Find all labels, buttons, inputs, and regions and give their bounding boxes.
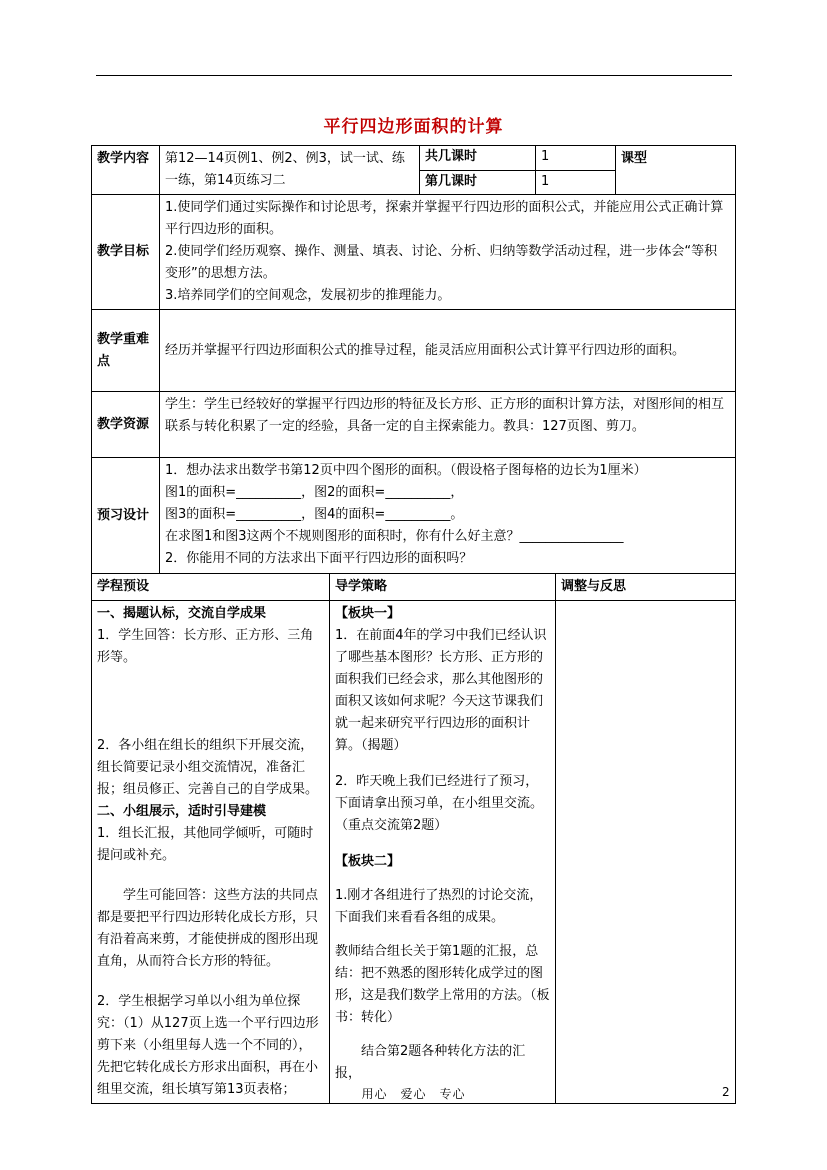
learning-paragraph: 1．学生回答：长方形、正方形、三角形等。	[97, 628, 314, 665]
goal-item: 1.使同学们通过实际操作和讨论思考，探索并掌握平行四边形的面积公式，并能应用公式正确计算平行四边形的面积。	[165, 200, 724, 237]
lesson-type-label: 课型	[616, 146, 736, 195]
content-text: 第12—14页例1、例2、例3，试一试、练一练，第14页练习二	[160, 146, 420, 195]
strategy-paragraph: 结合第2题各种转化方法的汇报，	[335, 1044, 526, 1081]
preview-line: 在求图1和图3这两个不规则图形的面积时，你有什么好主意？________________	[165, 529, 624, 544]
strategy-paragraph: 1．在前面4年的学习中我们已经认识了哪些基本图形？长方形、正方形的面积我们已经会求，那么其他图形的面积又该如何求呢？今天这节课我们就一起来研究平行四边形的面积计算。（揭题）	[335, 628, 547, 753]
section-title: 二、小组展示，适时引导建模	[97, 804, 267, 819]
footer-motto: 用心 爱心 专心	[361, 1087, 466, 1101]
resources-label: 教学资源	[92, 392, 160, 458]
preview-line: 2．你能用不同的方法求出下面平行四边形的面积吗？	[165, 551, 473, 566]
learning-paragraph: 1．组长汇报，其他同学倾听，可随时提问或补充。	[97, 826, 314, 863]
header-reflection: 调整与反思	[556, 574, 736, 601]
strategy-paragraph: 2．昨天晚上我们已经进行了预习，下面请拿出预习单，在小组里交流。（重点交流第2题）	[335, 774, 544, 833]
total-lessons-value: 1	[536, 146, 616, 171]
key-points-label: 教学重难点	[92, 310, 160, 392]
total-lessons-label: 共几课时	[420, 146, 536, 171]
goal-item: 3.培养同学们的空间观念，发展初步的推理能力。	[165, 288, 451, 303]
block-title: 【板块二】	[335, 854, 401, 869]
learning-paragraph: 2．学生根据学习单以小组为单位探究：（1）从127页上选一个平行四边形剪下来（小组里每人选一个不同的），先把它转化成长方形求出面积，再在小组里交流，组长填写第13页表格；	[97, 994, 319, 1097]
lesson-index-value: 1	[536, 170, 616, 195]
goals-content	[160, 195, 736, 310]
learning-paragraph: 学生可能回答：这些方法的共同点都是要把平行四边形转化成长方形，只有沿着高来剪，才能使拼成的图形出现直角，从而符合长方形的特征。	[97, 888, 319, 969]
goal-item: 2.使同学们经历观察、操作、测量、填表、讨论、分析、归纳等数学活动过程，进一步体会“等积变形”的思想方法。	[165, 244, 718, 281]
preview-line: 图3的面积=__________，图4的面积=__________。	[165, 507, 464, 522]
strategy-column	[330, 601, 556, 1104]
section-title: 一、揭题认标，交流自学成果	[97, 606, 267, 621]
lesson-index-label: 第几课时	[420, 170, 536, 195]
content-label: 教学内容	[92, 146, 160, 195]
resources-text: 学生：学生已经较好的掌握平行四边形的特征及长方形、正方形的面积计算方法，对图形间的相互联系与转化积累了一定的经验，具备一定的自主探索能力。教具：127页图、剪刀。	[160, 392, 736, 458]
strategy-paragraph: 1.刚才各组进行了热烈的讨论交流，下面我们来看看各组的成果。	[335, 888, 543, 925]
page-number: 2	[722, 1085, 730, 1099]
header-strategy: 导学策略	[330, 574, 556, 601]
page-title: 平行四边形面积的计算	[323, 117, 504, 137]
strategy-paragraph: 教师结合组长关于第1题的汇报，总结：把不熟悉的图形转化成学过的图形，这是我们数学上常用的方法。（板书：转化）	[335, 944, 550, 1025]
preview-label: 预习设计	[92, 458, 160, 574]
header-learning: 学程预设	[92, 574, 330, 601]
preview-line: 1．想办法求出数学书第12页中四个图形的面积。（假设格子图每格的边长为1厘米）	[165, 463, 647, 478]
block-title: 【板块一】	[335, 606, 401, 621]
preview-line: 图1的面积=__________，图2的面积=__________，	[165, 485, 464, 500]
header-rule	[96, 75, 732, 76]
key-points-text: 经历并掌握平行四边形面积公式的推导过程，能灵活应用面积公式计算平行四边形的面积。	[160, 310, 736, 392]
reflection-column	[556, 601, 736, 1104]
goals-label: 教学目标	[92, 195, 160, 310]
learning-column	[92, 601, 330, 1104]
preview-content	[160, 458, 736, 574]
lesson-plan-table	[91, 145, 736, 1104]
learning-paragraph: 2．各小组在组长的组织下开展交流，组长简要记录小组交流情况，准备汇报；组员修正、完善自己的自学成果。	[97, 738, 319, 797]
